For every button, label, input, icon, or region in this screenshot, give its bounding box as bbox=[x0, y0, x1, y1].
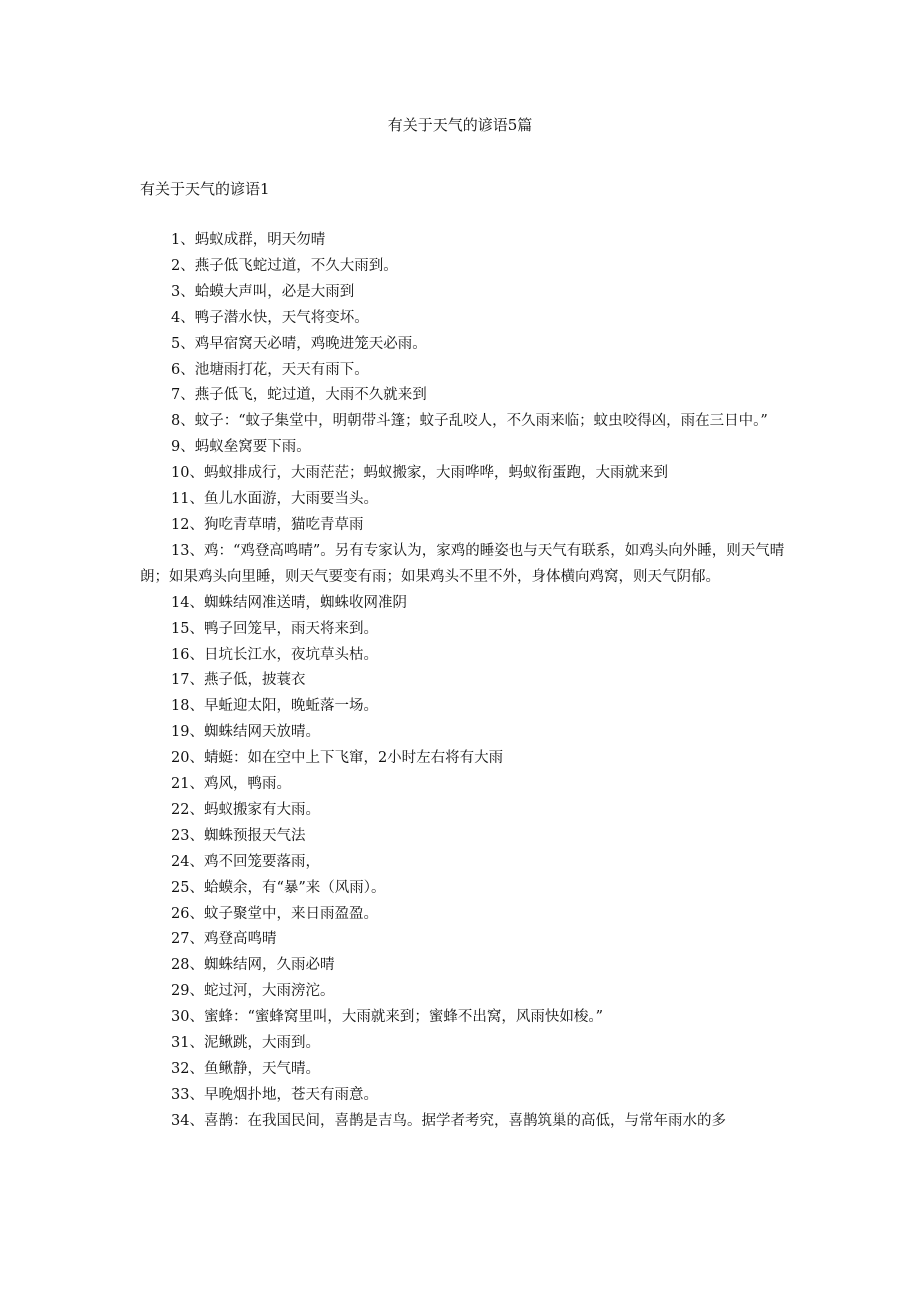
list-item: 6、池塘雨打花，天天有雨下。 bbox=[171, 361, 369, 378]
list-item: 21、鸡风，鸭雨。 bbox=[171, 776, 291, 793]
list-item: 7、燕子低飞，蛇过道，大雨不久就来到 bbox=[171, 387, 427, 404]
list-item: 13、鸡：“鸡登高鸣晴”。另有专家认为，家鸡的睡姿也与天气有联系，如鸡头向外睡，则天气晴朗；如果鸡头向里睡，则天气要变有雨；如果鸡头不里不外，身体横向鸡窝，则天气阴郁。 bbox=[140, 542, 785, 585]
list-item: 31、泥鳅跳，大雨到。 bbox=[171, 1035, 320, 1052]
list-item: 8、蚊子：“蚊子集堂中，明朝带斗篷；蚊子乱咬人，不久雨来临；蚊虫咬得凶，雨在三日中。” bbox=[171, 413, 768, 430]
list-item: 16、日坑长江水，夜坑草头枯。 bbox=[171, 646, 378, 663]
list-item: 28、蜘蛛结网，久雨必晴 bbox=[171, 957, 335, 974]
list-item: 15、鸭子回笼早，雨天将来到。 bbox=[171, 620, 378, 637]
list-item: 25、蛤蟆余，有“暴”来（风雨）。 bbox=[171, 879, 386, 896]
list-item: 1、蚂蚁成群，明天勿晴 bbox=[171, 232, 326, 248]
list-item: 3、蛤蟆大声叫，必是大雨到 bbox=[171, 283, 355, 300]
list-item: 9、蚂蚁垒窝要下雨。 bbox=[171, 439, 311, 456]
list-item: 24、鸡不回笼要落雨， bbox=[171, 853, 320, 870]
list-item: 5、鸡早宿窝天必晴，鸡晚进笼天必雨。 bbox=[171, 335, 427, 352]
list-item: 11、鱼儿水面游，大雨要当头。 bbox=[171, 491, 378, 508]
section-heading: 有关于天气的谚语1 bbox=[140, 180, 270, 198]
list-item: 29、蛇过河，大雨滂沱。 bbox=[171, 983, 335, 1000]
proverb-list bbox=[140, 228, 785, 1135]
list-item: 14、蜘蛛结网准送晴，蜘蛛收网准阴 bbox=[171, 594, 407, 611]
list-item: 33、早晚烟扑地，苍天有雨意。 bbox=[171, 1086, 378, 1103]
list-item: 26、蚊子聚堂中，来日雨盈盈。 bbox=[171, 905, 378, 922]
list-item: 4、鸭子潜水快，天气将变坏。 bbox=[171, 309, 369, 326]
list-item: 12、狗吃青草晴，猫吃青草雨 bbox=[171, 516, 364, 533]
list-item: 20、蜻蜓：如在空中上下飞窜，2小时左右将有大雨 bbox=[171, 750, 504, 767]
list-item: 32、鱼鳅静，天气晴。 bbox=[171, 1061, 320, 1077]
list-item: 30、蜜蜂：“蜜蜂窝里叫，大雨就来到；蜜蜂不出窝，风雨快如梭。” bbox=[171, 1009, 604, 1026]
document-title: 有关于天气的谚语5篇 bbox=[387, 116, 533, 134]
list-item: 18、早蚯迎太阳，晚蚯落一场。 bbox=[171, 698, 378, 715]
list-item: 17、燕子低，披蓑衣 bbox=[171, 672, 306, 689]
list-item: 34、喜鹊：在我国民间，喜鹊是吉鸟。据学者考究，喜鹊筑巢的高低，与常年雨水的多 bbox=[171, 1112, 726, 1129]
list-item: 19、蜘蛛结网天放晴。 bbox=[171, 724, 320, 741]
list-item: 10、蚂蚁排成行，大雨茫茫；蚂蚁搬家，大雨哗哗，蚂蚁衔蛋跑，大雨就来到 bbox=[171, 465, 668, 482]
list-item: 22、蚂蚁搬家有大雨。 bbox=[171, 801, 320, 818]
list-item: 2、燕子低飞蛇过道，不久大雨到。 bbox=[171, 257, 398, 274]
list-item: 27、鸡登高鸣晴 bbox=[171, 931, 277, 948]
list-item: 23、蜘蛛预报天气法 bbox=[171, 827, 306, 844]
